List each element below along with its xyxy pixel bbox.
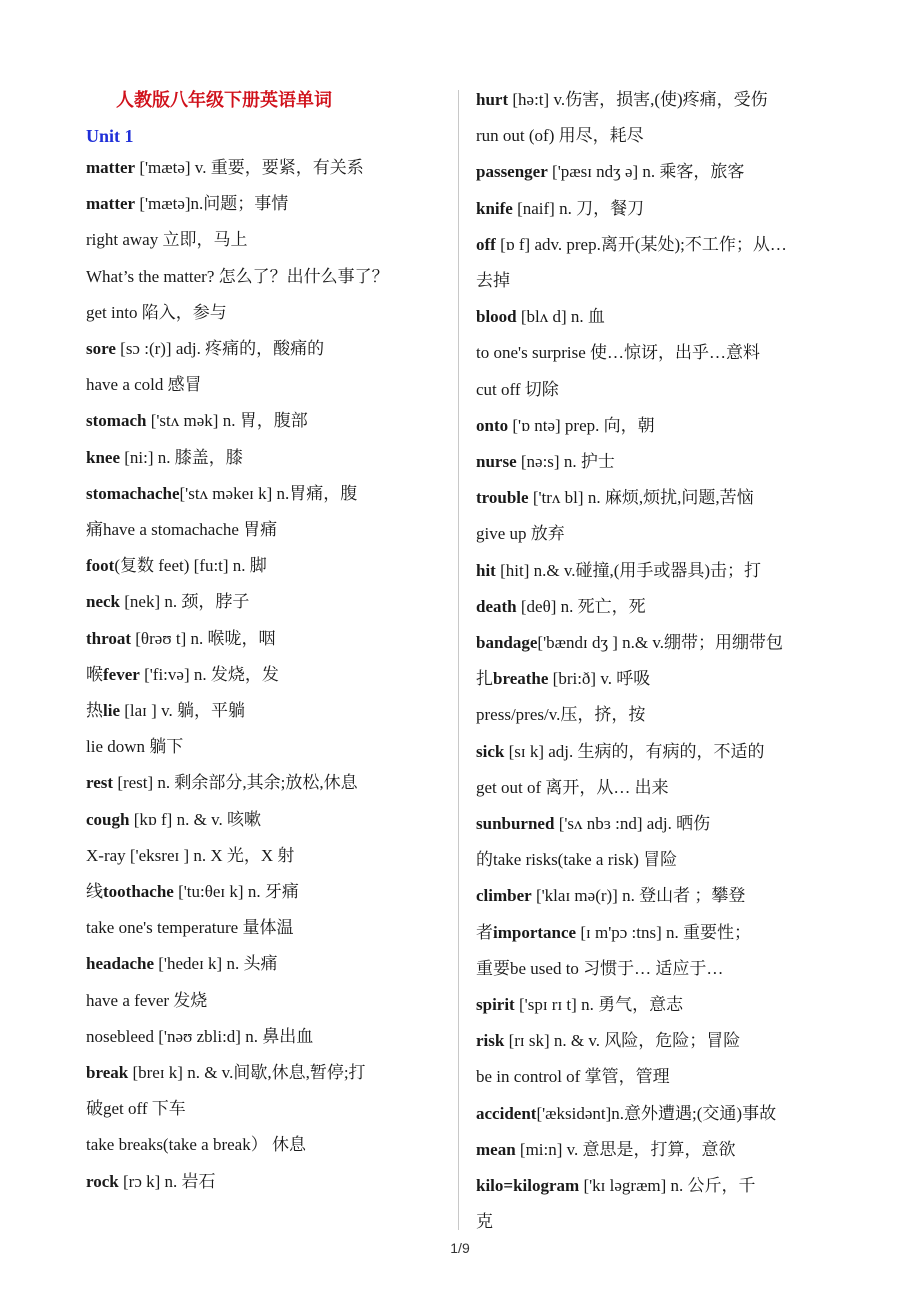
vocab-word: accident bbox=[476, 1103, 537, 1123]
vocab-line bbox=[476, 414, 655, 438]
column-divider bbox=[458, 90, 459, 1230]
vocab-word: nurse bbox=[476, 452, 517, 471]
vocab-definition: lie down 躺下 bbox=[86, 737, 184, 757]
vocab-word: fever bbox=[103, 664, 140, 684]
vocab-definition: have a fever 发烧 bbox=[86, 990, 208, 1010]
vocab-definition: ['æksidənt]n.意外遭遇;(交通)事故 bbox=[536, 1103, 777, 1123]
vocab-word: matter bbox=[86, 194, 136, 214]
vocab-line bbox=[476, 233, 787, 257]
vocab-line bbox=[476, 848, 677, 872]
vocab-line bbox=[476, 88, 768, 112]
vocab-definition: give up 放弃 bbox=[476, 524, 565, 544]
vocab-definition: [laɪ ] v. 躺，平躺 bbox=[120, 701, 245, 720]
vocab-line bbox=[476, 269, 510, 293]
vocab-line bbox=[476, 595, 646, 619]
vocab-word: sunburned bbox=[476, 814, 555, 833]
vocab-word: mean bbox=[476, 1139, 516, 1159]
vocab-line bbox=[476, 884, 745, 908]
vocab-line bbox=[476, 740, 765, 764]
vocab-word: spirit bbox=[476, 995, 515, 1014]
vocab-line bbox=[86, 1170, 216, 1194]
document-title: 人教版八年级下册英语单词 bbox=[116, 90, 332, 110]
vocab-definition: 重要be used to 习惯于… 适应于… bbox=[476, 958, 724, 978]
vocab-word: risk bbox=[476, 1031, 505, 1051]
vocab-word: neck bbox=[86, 592, 120, 612]
vocab-definition: be in control of 掌管，管理 bbox=[476, 1067, 670, 1087]
vocab-definition: get into 陷入，参与 bbox=[86, 302, 227, 322]
vocab-line bbox=[476, 703, 645, 727]
vocab-word: break bbox=[86, 1063, 129, 1082]
vocab-word: lie bbox=[103, 701, 120, 720]
vocab-word: stomachache bbox=[86, 483, 180, 503]
vocab-definition: ['stʌ məkeɪ k] n.胃痛，腹 bbox=[179, 483, 358, 503]
vocab-line bbox=[86, 301, 227, 325]
vocab-definition: ['ɒ ntə] prep. 向，朝 bbox=[508, 415, 655, 435]
vocab-word: rock bbox=[86, 1171, 119, 1191]
vocab-definition: [rɪ sk] n. & v. 风险，危险；冒险 bbox=[504, 1031, 741, 1051]
vocab-definition: [ni:] n. 膝盖，膝 bbox=[120, 447, 243, 467]
vocab-line bbox=[476, 341, 760, 365]
vocab-line bbox=[86, 1061, 366, 1085]
vocab-definition: 痛have a stomachache 胃痛 bbox=[86, 520, 278, 539]
vocab-word: importance bbox=[493, 922, 577, 942]
vocab-line bbox=[476, 305, 605, 329]
vocab-definition: [naif] n. 刀，餐刀 bbox=[512, 198, 645, 218]
vocab-line bbox=[476, 486, 754, 510]
vocab-definition: [sɔ :(r)] adj. 疼痛的，酸痛的 bbox=[115, 339, 325, 358]
entry-prefix: 热 bbox=[86, 701, 103, 720]
vocab-definition: [nə:s] n. 护士 bbox=[516, 452, 615, 471]
vocab-line bbox=[86, 627, 276, 651]
vocab-line bbox=[86, 699, 245, 723]
vocab-word: onto bbox=[476, 415, 509, 435]
vocab-line bbox=[86, 373, 202, 397]
vocab-definition: [ɒ f] adv. prep.离开(某处);不工作；从… bbox=[495, 234, 787, 254]
vocab-line bbox=[476, 812, 710, 836]
vocab-line bbox=[476, 197, 644, 221]
vocab-line bbox=[86, 482, 357, 506]
vocab-definition: [blʌ d] n. 血 bbox=[516, 307, 605, 327]
vocab-line bbox=[86, 735, 183, 759]
vocab-word: kilo=kilogram bbox=[476, 1176, 580, 1195]
vocab-word: foot bbox=[86, 556, 115, 576]
vocab-definition: [ɪ m'pɔ :tns] n. 重要性； bbox=[576, 922, 752, 942]
vocab-definition: ['bændɪ dʒ ] n.& v.绷带；用绷带包 bbox=[537, 633, 784, 652]
vocab-line bbox=[476, 667, 650, 691]
vocab-line bbox=[86, 663, 279, 687]
vocab-word: breathe bbox=[493, 669, 549, 689]
entry-prefix: 线 bbox=[86, 882, 103, 901]
vocab-definition: [mi:n] v. 意思是，打算，意欲 bbox=[515, 1139, 736, 1159]
vocab-definition: ['hedeɪ k] n. 头痛 bbox=[154, 954, 278, 974]
vocab-definition: 破get off 下车 bbox=[86, 1099, 186, 1119]
vocab-line bbox=[476, 1138, 736, 1162]
vocab-word: toothache bbox=[103, 882, 174, 901]
vocab-definition: [nek] n. 颈，脖子 bbox=[120, 592, 250, 612]
vocab-word: passenger bbox=[476, 162, 548, 182]
vocab-definition: [bri:ð] v. 呼吸 bbox=[548, 669, 651, 689]
vocab-definition: X-ray ['eksreɪ ] n. X 光，X 射 bbox=[86, 845, 295, 865]
unit-heading: Unit 1 bbox=[86, 126, 134, 146]
vocab-word: bandage bbox=[476, 633, 538, 652]
vocab-word: climber bbox=[476, 886, 532, 906]
vocab-line bbox=[86, 192, 288, 216]
vocab-word: matter bbox=[86, 158, 136, 177]
vocab-definition: nosebleed ['nəʊ zbli:d] n. 鼻出血 bbox=[86, 1026, 314, 1046]
vocab-definition: 克 bbox=[476, 1212, 493, 1232]
vocab-line bbox=[476, 631, 783, 655]
vocab-definition: ['mætə] v. 重要，要紧，有关系 bbox=[135, 158, 364, 177]
vocab-line bbox=[476, 522, 565, 546]
vocab-definition: ['mætə]n.问题；事情 bbox=[135, 194, 289, 214]
vocab-word: rest bbox=[86, 773, 114, 793]
vocab-definition: [deθ] n. 死亡，死 bbox=[516, 596, 646, 616]
vocab-word: hit bbox=[476, 560, 496, 580]
vocab-definition: [hit] n.& v.碰撞,(用手或器具)击；打 bbox=[495, 560, 762, 580]
vocab-line bbox=[86, 952, 277, 976]
vocab-line bbox=[476, 957, 723, 981]
vocab-definition: ['fi:və] n. 发烧，发 bbox=[139, 664, 279, 684]
vocab-definition: to one's surprise 使…惊讶，出乎…意料 bbox=[476, 343, 761, 363]
entry-prefix: 扎 bbox=[476, 669, 493, 689]
vocab-definition: ['klaɪ mə(r)] n. 登山者 ；攀登 bbox=[531, 886, 746, 906]
vocab-line bbox=[476, 378, 559, 402]
vocab-word: death bbox=[476, 596, 517, 616]
vocab-line bbox=[86, 880, 299, 904]
vocab-word: off bbox=[476, 234, 496, 254]
vocab-word: trouble bbox=[476, 488, 529, 508]
vocab-line bbox=[476, 1102, 776, 1126]
vocab-line bbox=[86, 518, 277, 542]
vocab-definition: press/pres/v.压，挤，按 bbox=[476, 705, 646, 725]
vocab-definition: right away 立即，马上 bbox=[86, 230, 248, 250]
page-number: 1/9 bbox=[450, 1240, 470, 1256]
vocab-definition: run out (of) 用尽，耗尽 bbox=[476, 126, 644, 146]
vocab-word: cough bbox=[86, 809, 130, 829]
vocab-line bbox=[476, 1065, 670, 1089]
vocab-line bbox=[86, 409, 308, 433]
vocab-definition: (复数 feet) [fu:t] n. 脚 bbox=[114, 556, 267, 576]
vocab-definition: [rɔ k] n. 岩石 bbox=[118, 1171, 216, 1191]
vocab-word: stomach bbox=[86, 411, 147, 431]
vocab-definition: ['sʌ nbɜ :nd] adj. 晒伤 bbox=[554, 814, 711, 833]
vocab-line bbox=[86, 1097, 186, 1121]
vocab-line bbox=[476, 1029, 740, 1053]
vocab-definition: ['spɪ rɪ t] n. 勇气，意志 bbox=[514, 995, 684, 1014]
vocab-line bbox=[86, 1025, 313, 1049]
vocab-definition: [sɪ k] adj. 生病的，有病的，不适的 bbox=[504, 741, 765, 761]
vocab-line bbox=[476, 776, 669, 800]
vocab-line bbox=[476, 921, 751, 945]
vocab-word: blood bbox=[476, 307, 517, 327]
vocab-definition: 的take risks(take a risk) 冒险 bbox=[476, 850, 678, 870]
vocab-definition: [hə:t] v.伤害，损害,(使)疼痛，受伤 bbox=[508, 90, 768, 109]
vocab-line bbox=[476, 1174, 756, 1198]
vocab-line bbox=[86, 916, 293, 940]
vocab-definition: ['trʌ bl] n. 麻烦,烦扰,问题,苦恼 bbox=[528, 488, 754, 508]
vocab-word: knife bbox=[476, 198, 513, 218]
vocab-line bbox=[86, 265, 389, 289]
vocab-line bbox=[476, 993, 683, 1017]
vocab-line bbox=[86, 590, 249, 614]
vocab-line bbox=[86, 771, 358, 795]
vocab-definition: ['tu:θeɪ k] n. 牙痛 bbox=[173, 882, 299, 901]
vocab-line bbox=[476, 1210, 493, 1234]
vocab-definition: ['stʌ mək] n. 胃，腹部 bbox=[146, 411, 308, 431]
vocab-definition: What’s the matter? 怎么了？出什么事了？ bbox=[86, 266, 389, 286]
vocab-line bbox=[86, 808, 261, 832]
vocab-word: sore bbox=[86, 339, 116, 358]
vocab-definition: have a cold 感冒 bbox=[86, 375, 202, 395]
vocab-word: knee bbox=[86, 447, 120, 467]
entry-prefix: 者 bbox=[476, 922, 493, 942]
vocab-definition: 去掉 bbox=[476, 271, 510, 290]
vocab-line bbox=[476, 124, 644, 148]
vocab-word: throat bbox=[86, 628, 132, 648]
vocab-definition: [breɪ k] n. & v.间歇,休息,暂停;打 bbox=[128, 1063, 366, 1082]
vocab-line bbox=[476, 559, 761, 583]
vocab-line bbox=[86, 228, 247, 252]
vocab-line bbox=[86, 446, 243, 470]
vocab-definition: [rest] n. 剩余部分,其余;放松,休息 bbox=[113, 773, 358, 793]
vocab-definition: ['kɪ ləgræm] n. 公斤，千 bbox=[579, 1176, 756, 1195]
vocab-word: headache bbox=[86, 954, 154, 974]
vocab-line bbox=[86, 844, 294, 868]
vocab-line bbox=[86, 554, 267, 578]
vocab-definition: get out of 离开，从… 出来 bbox=[476, 777, 669, 797]
vocab-definition: [θrəʊ t] n. 喉咙，咽 bbox=[131, 628, 276, 648]
vocab-definition: take one's temperature 量体温 bbox=[86, 918, 294, 938]
vocab-line bbox=[86, 337, 324, 361]
vocab-line bbox=[86, 1133, 306, 1157]
vocab-definition: [kɒ f] n. & v. 咳嗽 bbox=[129, 809, 261, 829]
vocab-line bbox=[476, 450, 615, 474]
vocab-definition: ['pæsɪ ndʒ ə] n. 乘客，旅客 bbox=[547, 162, 745, 182]
vocab-definition: cut off 切除 bbox=[476, 379, 559, 399]
vocab-definition: take breaks(take a break） 休息 bbox=[86, 1135, 306, 1155]
vocab-line bbox=[86, 989, 207, 1013]
entry-prefix: 喉 bbox=[86, 664, 103, 684]
vocab-line bbox=[476, 160, 744, 184]
vocab-word: hurt bbox=[476, 90, 509, 109]
vocab-line bbox=[86, 156, 364, 180]
vocab-word: sick bbox=[476, 741, 505, 761]
